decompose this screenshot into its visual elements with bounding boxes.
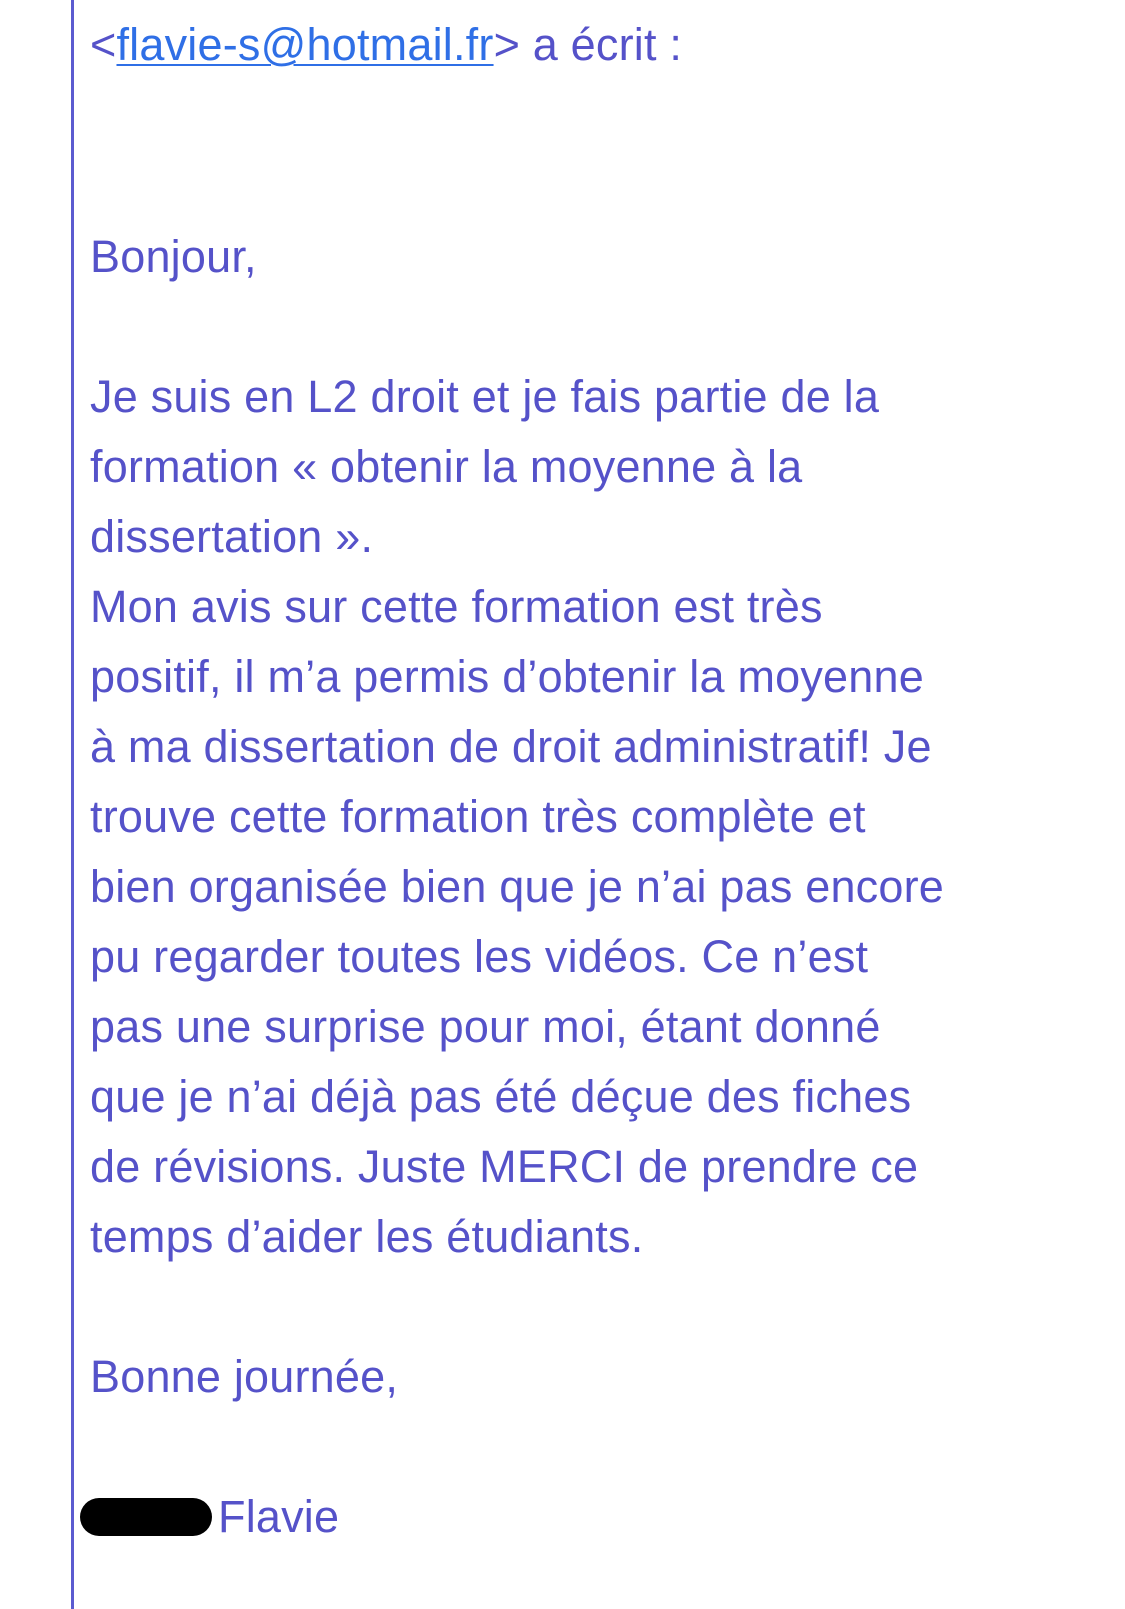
body-line: de révisions. Juste MERCI de prendre ce (90, 1141, 919, 1192)
body-line: pu regarder toutes les vidéos. Ce n’est (90, 931, 869, 982)
header-open: < (90, 19, 117, 70)
body-line: Je suis en L2 droit et je fais partie de la (90, 371, 880, 422)
redaction-mark (80, 1498, 212, 1536)
body-line: Mon avis sur cette formation est très (90, 581, 823, 632)
quote-bar (71, 0, 74, 1609)
body-line: bien organisée bien que je n’ai pas encore (90, 861, 945, 912)
body-line: dissertation ». (90, 511, 374, 562)
body-line: que je n’ai déjà pas été déçue des fiches (90, 1071, 912, 1122)
body-line: trouve cette formation très complète et (90, 791, 866, 842)
greeting: Bonjour, (90, 231, 257, 282)
body-line: formation « obtenir la moyenne à la (90, 441, 803, 492)
signature-first-name: Flavie (218, 1491, 340, 1542)
body-line: pas une surprise pour moi, étant donné (90, 1001, 881, 1052)
body-line: positif, il m’a permis d’obtenir la moyenne (90, 651, 924, 702)
closing: Bonne journée, (90, 1351, 399, 1402)
signature (90, 1492, 339, 1542)
body-line: temps d’aider les étudiants. (90, 1211, 644, 1262)
header-close: > a écrit : (493, 19, 683, 70)
sender-email-link[interactable]: flavie-s@hotmail.fr (116, 19, 494, 70)
reply-header (90, 20, 682, 70)
body-line: à ma dissertation de droit administratif! Je (90, 721, 932, 772)
